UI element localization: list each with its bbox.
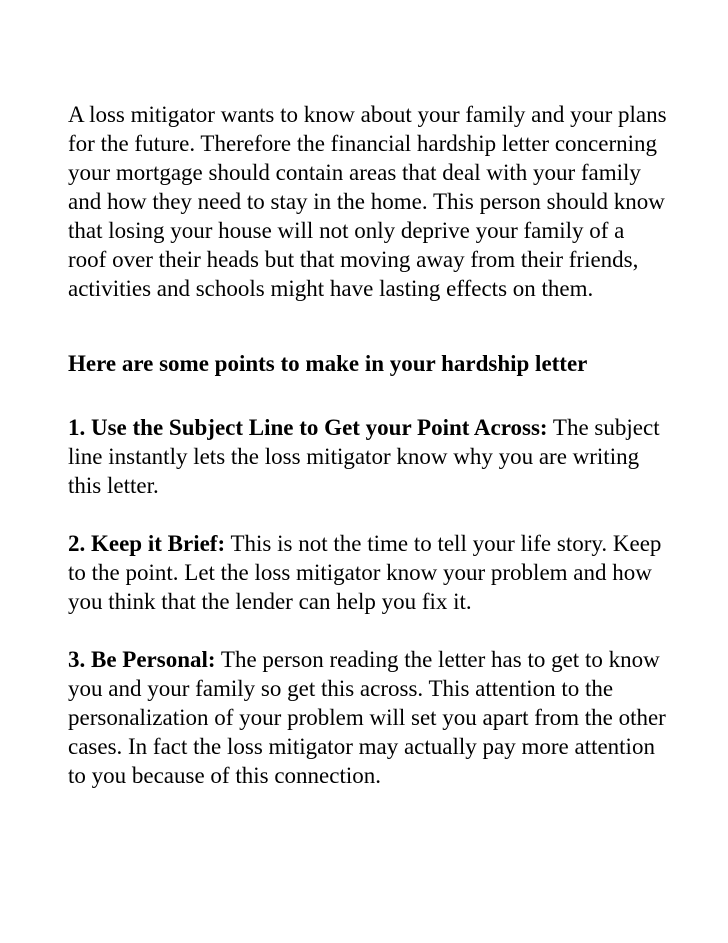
point-text: This is not the time to tell your life story. Keep to the point. Let the loss mitigator know your problem and how you think that the lender can help you fix it.	[68, 531, 662, 614]
document-body	[68, 100, 668, 819]
point-paragraph-2	[68, 529, 668, 616]
intro-paragraph: A loss mitigator wants to know about your family and your plans for the future. Therefore the financial hardship letter concerning your mortgage should contain areas that deal with your family and how they need to stay in the home. This person should know that losing your house will not only deprive your family of a roof over their heads but that moving away from their friends, activities and schools might have lasting effects on them.	[68, 102, 667, 301]
point-paragraph-3	[68, 645, 668, 790]
point-text: The person reading the letter has to get to know you and your family so get this across. This attention to the personalization of your problem will set you apart from the other cases. In fact the loss mitigator may actually pay more attention to you because of this connection.	[68, 647, 666, 788]
point-text: The subject line instantly lets the loss mitigator know why you are writing this letter.	[68, 415, 660, 498]
point-paragraph-1	[68, 413, 668, 500]
section-heading: Here are some points to make in your hardship letter	[68, 351, 588, 376]
point-title: 2. Keep it Brief:	[68, 531, 226, 556]
point-title: 1. Use the Subject Line to Get your Point Across:	[68, 415, 548, 440]
point-title: 3. Be Personal:	[68, 647, 216, 672]
